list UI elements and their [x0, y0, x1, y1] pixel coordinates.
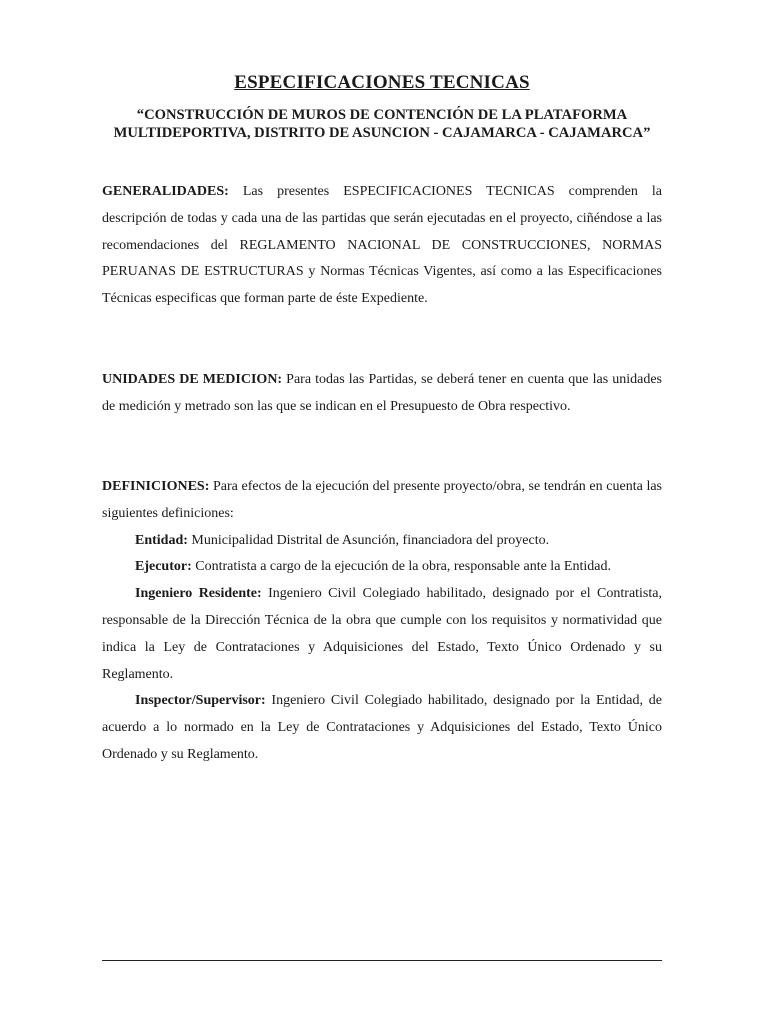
definiciones-text: Para efectos de la ejecución del presente proyecto/obra, se tendrán en cuenta las siguientes definiciones:	[102, 479, 662, 521]
generalidades-text: Las presentes ESPECIFICACIONES TECNICAS comprenden la descripción de todas y cada una de las partidas que serán ejecutadas en el proyecto, ciñéndose a las recomendaciones del REGLAMENTO NACIONAL DE CONSTRUCCIONES, NORMAS PERUANAS DE ESTRUCTURAS y Normas Técnicas Vigentes, así como a las Especificaciones Técnicas especificas que forman parte de éste Expediente.	[102, 184, 662, 307]
document-title: ESPECIFICACIONES TECNICAS	[234, 72, 530, 93]
definition-term: Ingeniero Residente:	[135, 586, 262, 602]
section-generalidades	[102, 179, 662, 313]
unidades-text: Para todas las Partidas, se deberá tener en cuenta que las unidades de medición y metrado son las que se indican en el Presupuesto de Obra respectivo.	[102, 372, 662, 414]
definition-text: Municipalidad Distrital de Asunción, financiadora del proyecto.	[187, 532, 550, 548]
definiciones-heading: DEFINICIONES:	[102, 479, 210, 494]
definition-inspector-supervisor	[102, 688, 662, 768]
definition-term: Entidad:	[135, 532, 188, 548]
section-definiciones	[102, 474, 662, 769]
definition-term: Inspector/Supervisor:	[135, 693, 266, 709]
definiciones-intro	[102, 474, 662, 528]
section-unidades	[102, 367, 662, 421]
generalidades-heading: GENERALIDADES:	[102, 184, 229, 199]
definition-text: Contratista a cargo de la ejecución de la obra, responsable ante la Entidad.	[191, 559, 611, 575]
project-subtitle: “CONSTRUCCIÓN DE MUROS DE CONTENCIÓN DE LA PLATAFORMA MULTIDEPORTIVA, DISTRITO DE ASUNCION - CAJAMARCA - CAJAMARCA”	[113, 107, 651, 141]
definition-entidad	[102, 528, 662, 555]
definition-ingeniero-residente	[102, 581, 662, 688]
definition-text: Ingeniero Civil Colegiado habilitado, designado por la Entidad, de acuerdo a lo normado en la Ley de Contrataciones y Adquisiciones del Estado, Texto Único Ordenado y su Reglamento.	[102, 693, 662, 762]
definition-ejecutor	[102, 554, 662, 581]
footer-divider	[102, 960, 662, 961]
definition-text: Ingeniero Civil Colegiado habilitado, designado por el Contratista, responsable de la Dirección Técnica de la obra que cumple con los requisitos y normatividad que indica la Ley de Contrataciones y Adquisiciones del Estado, Texto Único Ordenado y su Reglamento.	[102, 586, 662, 682]
definition-term: Ejecutor:	[135, 559, 192, 575]
unidades-heading: UNIDADES DE MEDICION:	[102, 372, 283, 387]
